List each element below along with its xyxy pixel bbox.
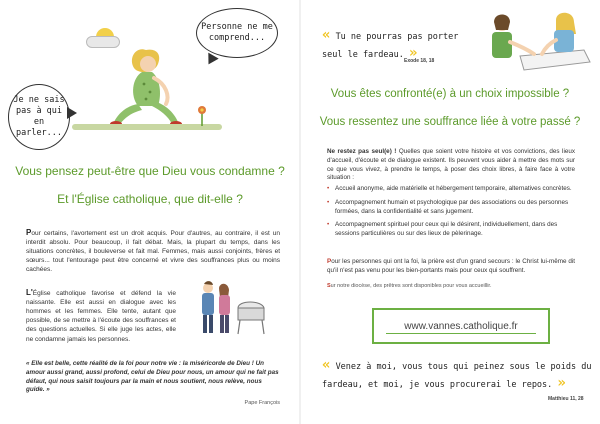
support-list (327, 185, 575, 244)
double-chevron-icon: « (322, 357, 331, 373)
right-paragraph-1-text: Quelles que soient votre histoire et vos convictions, des lieux d'accueil, d'écoute et de dialogue existent. Ils peuvent vous aider à mettre des mots sur ce que vous vivez, à prendre le temps, à poser des choix libres, à faire face à votre situation : (327, 148, 575, 182)
sitting-woman-illustration (100, 44, 200, 132)
left-paragraph-2 (26, 287, 176, 344)
lead-phrase: Ne restez pas seul(e) ! (327, 148, 397, 155)
left-paragraph-1-text: our certains, l'avortement est un droit acquis. Pour d'autres, au contraire, il est un interdit absolu. Pour beaucoup, il fait débat. Mais, la plupart du temps, dans les situations concrètes, il bouleverse et fait mal. Femmes, mais aussi conjoints, frères et sœurs... tout l'entourage peut être concerné et vivre des souffrances plus ou moins cachées. (26, 230, 280, 274)
double-chevron-icon: » (557, 375, 566, 392)
scripture-banner-bottom (322, 356, 592, 392)
left-question-1: Vous pensez peut-être que Dieu vous condamne ? (15, 164, 285, 178)
speech-bubble-side-text: Je ne sais pas à qui en parler... (13, 94, 65, 139)
double-chevron-icon: » (409, 45, 418, 62)
right-paragraph-1 (327, 148, 575, 183)
right-paragraph-3 (327, 283, 575, 291)
speech-bubble-top-text: Personne ne me comprend... (201, 21, 273, 43)
left-question-2: Et l'Église catholique, que dit-elle ? (57, 192, 243, 206)
double-chevron-icon: « (322, 27, 331, 43)
couple-with-cradle-illustration (192, 278, 272, 338)
two-women-table-illustration (480, 10, 592, 72)
right-paragraph-2-text: our les personnes qui ont la foi, la prière est d'un grand secours : le Christ lui-même dit qu'il n'est pas venu pour les bien-portants mais pour ceux qui souffrent. (327, 258, 575, 274)
right-question-2: Vous ressentez une souffrance liée à votre passé ? (319, 116, 581, 128)
left-paragraph-2-text: Église catholique favorise et défend la vie naissante. Elle est aussi en dialogue avec les hommes et les femmes. Elle tente, autant que possible, de se mettre à l'écoute des souffrances et des questions actuelles. Si elle juge les actes, elle ne condamne jamais les personnes. (26, 290, 176, 343)
scripture-banner-top-text: Tu ne pourras pas porter seul le fardeau. (322, 32, 459, 61)
list-item: • Accompagnement spirituel pour ceux qui le désirent, individuellement, dans des sessions particulières ou sur des lieux de pèlerinage. (327, 221, 575, 239)
right-question-1: Vous êtes confronté(e) à un choix impossible ? (330, 88, 570, 100)
speech-bubble-top (196, 8, 278, 58)
speech-bubble-side (8, 84, 70, 150)
scripture-reference-top: Exode 18, 18 (404, 58, 435, 64)
website-link[interactable]: www.vannes.catholique.fr (404, 320, 518, 332)
dropcap: P (26, 228, 32, 237)
dropcap: S (327, 283, 331, 289)
scripture-banner-bottom-text: Venez à moi, vous tous qui peinez sous le poids du fardeau, et moi, je vous procurerai le repos. (322, 362, 592, 391)
quote-attribution: Pape François (244, 400, 280, 406)
scripture-reference-bottom: Matthieu 11, 28 (548, 396, 584, 402)
left-paragraph-1 (26, 227, 280, 275)
website-box (372, 308, 550, 344)
scripture-banner-top (322, 26, 478, 62)
right-paragraph-2 (327, 258, 575, 276)
pope-quote: « Elle est belle, cette réalité de la foi pour notre vie : la miséricorde de Dieu ! Un amour aussi grand, aussi profond, celui de Dieu pour nous, un amour qui ne fait pas défaut, qui nous saisit toujours par la main et nous soutient, nous relève, nous guide. » (26, 360, 279, 394)
list-item: • Accueil anonyme, aide matérielle et hébergement temporaire, alternatives concrètes. (327, 185, 575, 194)
dropcap: L' (26, 288, 33, 297)
list-item: • Accompagnement humain et psychologique par des associations ou des personnes formées, dans la confidentialité et sans jugement. (327, 199, 575, 217)
right-paragraph-3-text: ur notre diocèse, des prêtres sont disponibles pour vous accueillir. (330, 283, 492, 289)
dropcap: P (327, 258, 332, 265)
flower-icon (195, 104, 209, 126)
